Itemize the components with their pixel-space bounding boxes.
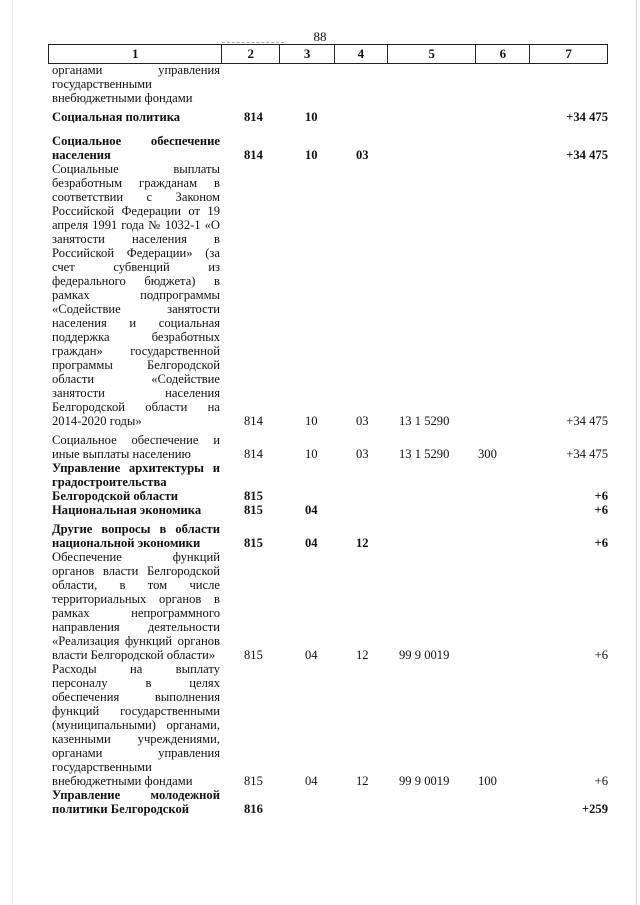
description-line: политики Белгородской [52, 802, 190, 816]
description-line: Российской Федерации от 19 [52, 204, 220, 218]
row-description [52, 461, 220, 503]
row-cell-c2: 815 [244, 536, 263, 550]
row-cell-c2: 814 [244, 110, 263, 124]
table-row [52, 433, 608, 461]
table-row [52, 522, 608, 550]
description-line: населения и социальная [52, 316, 220, 330]
row-description [52, 550, 220, 662]
description-line: рамках подпрограммы [52, 288, 220, 302]
description-line: Белгородской области на [52, 400, 220, 414]
description-line: Другие вопросы в области [52, 522, 220, 536]
row-cell-c3: 04 [305, 536, 318, 550]
row-description [52, 503, 220, 517]
description-line: Социальное обеспечение и [52, 433, 220, 447]
table-row [52, 134, 608, 162]
row-cell-c2: 814 [244, 148, 263, 162]
description-line: 2014-2020 годы» [52, 414, 142, 428]
table-row [52, 550, 608, 662]
description-line: иные выплаты населению [52, 447, 191, 461]
description-line: Расходы на выплату [52, 662, 220, 676]
description-line: внебюджетными фондами [52, 91, 193, 105]
row-cell-c7: +34 475 [566, 414, 608, 428]
row-cell-c7: +34 475 [566, 110, 608, 124]
row-cell-c6: 100 [478, 774, 497, 788]
header-col-2: 2 [222, 45, 280, 63]
table-row [52, 162, 608, 428]
page-number: 88 [313, 29, 327, 44]
description-line: Социальная политика [52, 110, 181, 124]
row-cell-c7: +6 [594, 536, 608, 550]
scan-edge-right [636, 0, 637, 905]
header-col-6: 6 [476, 45, 530, 63]
header-col-3: 3 [280, 45, 335, 63]
table-body [52, 63, 608, 816]
row-description [52, 134, 220, 162]
row-cell-c3: 10 [305, 414, 318, 428]
row-description [52, 788, 220, 816]
row-cell-c2: 815 [244, 503, 263, 517]
row-description [52, 162, 220, 428]
table-row [52, 63, 608, 105]
row-cell-c4: 12 [356, 648, 369, 662]
description-line: обеспечения выполнения [52, 690, 220, 704]
description-line: казенными учреждениями, [52, 732, 220, 746]
row-cell-c3: 10 [305, 447, 318, 461]
description-line: функций государственными [52, 704, 220, 718]
description-line: рамках непрограммного [52, 606, 220, 620]
description-line: (муниципальными) органами, [52, 718, 220, 732]
table-row [52, 110, 608, 124]
row-cell-c2: 816 [244, 802, 263, 816]
description-line: федерального бюджета) в [52, 274, 220, 288]
description-line: власти Белгородской области» [52, 648, 216, 662]
description-line: счет субвенций из [52, 260, 220, 274]
description-line: органами управления [52, 63, 220, 77]
description-line: государственными [52, 760, 152, 774]
row-cell-c4: 03 [356, 414, 369, 428]
row-cell-c3: 04 [305, 503, 318, 517]
description-line: безработным гражданам в [52, 176, 220, 190]
row-description [52, 433, 220, 461]
table-row [52, 461, 608, 503]
description-line: поддержка безработных [52, 330, 220, 344]
table-row [52, 788, 608, 816]
description-line: области, в том числе [52, 578, 220, 592]
row-cell-c4: 12 [356, 536, 369, 550]
header-col-1: 1 [49, 45, 222, 63]
header-col-7: 7 [565, 46, 572, 61]
description-line: области «Содействие [52, 372, 220, 386]
description-line: Управление архитектуры и [52, 461, 220, 475]
description-line: Российской Федерации» (за [52, 246, 220, 260]
row-cell-c2: 815 [244, 774, 263, 788]
table-row [52, 503, 608, 517]
scan-edge-left [12, 0, 13, 905]
row-cell-c2: 815 [244, 648, 263, 662]
row-cell-c7: +6 [594, 648, 608, 662]
row-description [52, 110, 220, 124]
row-cell-c2: 815 [244, 489, 263, 503]
description-line: Белгородской области [52, 489, 179, 503]
row-cell-c2: 814 [244, 414, 263, 428]
row-cell-c7: +34 475 [566, 148, 608, 162]
description-line: градостроительства [52, 475, 167, 489]
row-cell-c4: 03 [356, 447, 369, 461]
row-cell-c3: 04 [305, 774, 318, 788]
description-line: апреля 1991 года № 1032-1 «О [52, 218, 220, 232]
description-line: Национальная экономика [52, 503, 202, 517]
description-line: государственными [52, 77, 152, 91]
row-cell-c6: 300 [478, 447, 497, 461]
description-line: занятости населения [52, 386, 220, 400]
row-description [52, 662, 220, 788]
description-line: Обеспечение функций [52, 550, 220, 564]
description-line: Социальное обеспечение [52, 134, 220, 148]
row-cell-c7: +259 [581, 802, 608, 816]
description-line: Социальные выплаты [52, 162, 220, 176]
table-row [52, 662, 608, 788]
row-cell-c7: +6 [594, 503, 608, 517]
description-line: национальной экономики [52, 536, 201, 550]
description-line: «Содействие занятости [52, 302, 220, 316]
header-col-5: 5 [388, 45, 477, 63]
description-line: органов власти Белгородской [52, 564, 220, 578]
description-line: занятости населения в [52, 232, 220, 246]
description-line: Управление молодежной [52, 788, 220, 802]
description-line: персоналу в целях [52, 676, 220, 690]
description-line: населения [52, 148, 111, 162]
description-line: граждан» государственной [52, 344, 220, 358]
row-cell-c5: 13 1 5290 [399, 414, 450, 428]
description-line: территориальных органов в [52, 592, 220, 606]
description-line: «Реализация функций органов [52, 634, 220, 648]
row-cell-c5: 99 9 0019 [399, 774, 450, 788]
row-cell-c4: 12 [356, 774, 369, 788]
row-cell-c4: 03 [356, 148, 369, 162]
row-cell-c7: +6 [594, 489, 608, 503]
description-line: внебюджетными фондами [52, 774, 193, 788]
row-cell-c3: 10 [305, 148, 318, 162]
row-cell-c5: 99 9 0019 [399, 648, 450, 662]
table-header [48, 44, 608, 64]
row-cell-c7: +34 475 [566, 447, 608, 461]
row-cell-c3: 10 [305, 110, 318, 124]
row-description [52, 522, 220, 550]
description-line: программы Белгородской [52, 358, 220, 372]
row-cell-c3: 04 [305, 648, 318, 662]
row-cell-c2: 814 [244, 447, 263, 461]
description-line: соответствии с Законом [52, 190, 220, 204]
header-col-4: 4 [335, 45, 388, 63]
description-line: органами управления [52, 746, 220, 760]
description-line: направления деятельности [52, 620, 220, 634]
row-description [52, 63, 220, 105]
row-cell-c7: +6 [594, 774, 608, 788]
row-cell-c5: 13 1 5290 [399, 447, 450, 461]
